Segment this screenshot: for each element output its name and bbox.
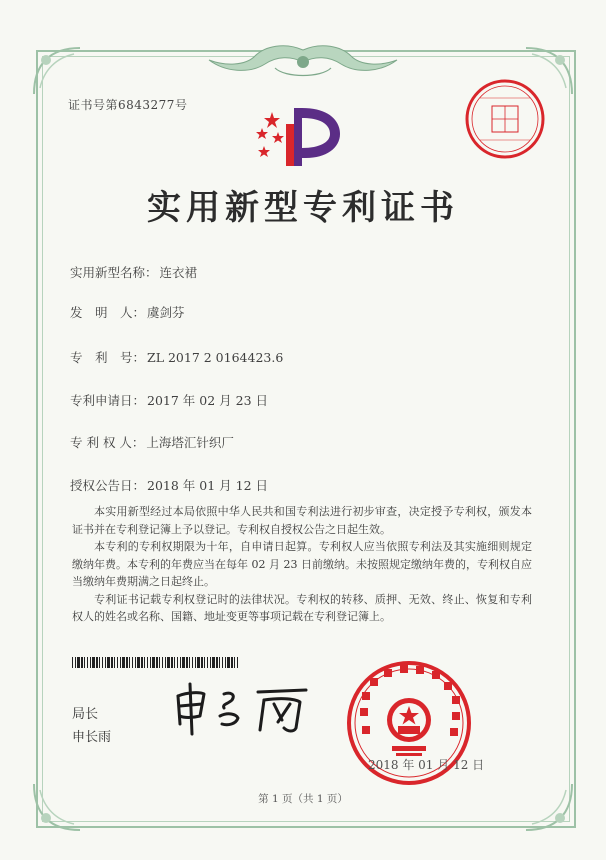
- issue-date: 2018 年 01 月 12 日: [368, 758, 485, 772]
- field-grant-date: [70, 476, 268, 494]
- patent-office-logo: [250, 102, 350, 172]
- certificate-body: [72, 503, 532, 626]
- page-number: 第 1 页（共 1 页）: [258, 793, 348, 805]
- field-value: ZL 2017 2 0164423.6: [147, 350, 284, 365]
- field-value: 虞剑芬: [147, 305, 185, 320]
- field-label: 实用新型名称：: [70, 265, 158, 280]
- field-label: 专利申请日：: [70, 393, 146, 408]
- field-utility-model-name: [70, 263, 197, 281]
- barcode: [72, 657, 240, 668]
- corner-ornament-bottom-right: [522, 780, 576, 834]
- field-inventor: [70, 303, 185, 321]
- field-value: 连衣裙: [159, 265, 198, 280]
- field-value: 2017 年 02 月 23 日: [147, 393, 269, 408]
- page-title: 实用新型专利证书: [147, 188, 459, 228]
- director-name: 申长雨: [72, 730, 112, 745]
- field-label: 发 明 人：: [70, 305, 146, 320]
- director-label: 局长: [72, 707, 99, 722]
- field-patentee: [70, 433, 234, 451]
- director-signature: [166, 680, 316, 738]
- field-label: 专 利 号：: [70, 350, 146, 365]
- field-label: 专 利 权 人：: [70, 435, 145, 450]
- field-value: 上海塔汇针织厂: [146, 435, 234, 450]
- body-paragraph: 专利证书记载专利权登记时的法律状况。专利权的转移、质押、无效、终止、恢复和专利权人的姓名或名称、国籍、地址变更等事项记载在专利登记簿上。: [72, 592, 532, 623]
- body-paragraph: 本专利的专利权期限为十年，自申请日起算。专利权人应当依照专利法及其实施细则规定缴纳年费。本专利的年费应当在每年 02 月 23 日前缴纳。未按照规定缴纳年费的，专利权自应当缴纳年费期满之日起终止。: [72, 540, 532, 588]
- field-patent-number: [70, 348, 283, 366]
- field-application-date: [70, 391, 268, 409]
- corner-ornament-top-left: [30, 44, 84, 98]
- field-value: 2018 年 01 月 12 日: [147, 478, 269, 493]
- corner-ornament-bottom-left: [30, 780, 84, 834]
- top-ornament: [205, 42, 401, 82]
- body-paragraph: 本实用新型经过本局依照中华人民共和国专利法进行初步审查，决定授予专利权，颁发本证书并在专利登记簿上予以登记。专利权自授权公告之日起生效。: [72, 505, 532, 536]
- top-right-seal: [464, 78, 546, 160]
- certificate-number: 证书号第6843277号: [68, 98, 188, 112]
- field-label: 授权公告日：: [70, 478, 146, 493]
